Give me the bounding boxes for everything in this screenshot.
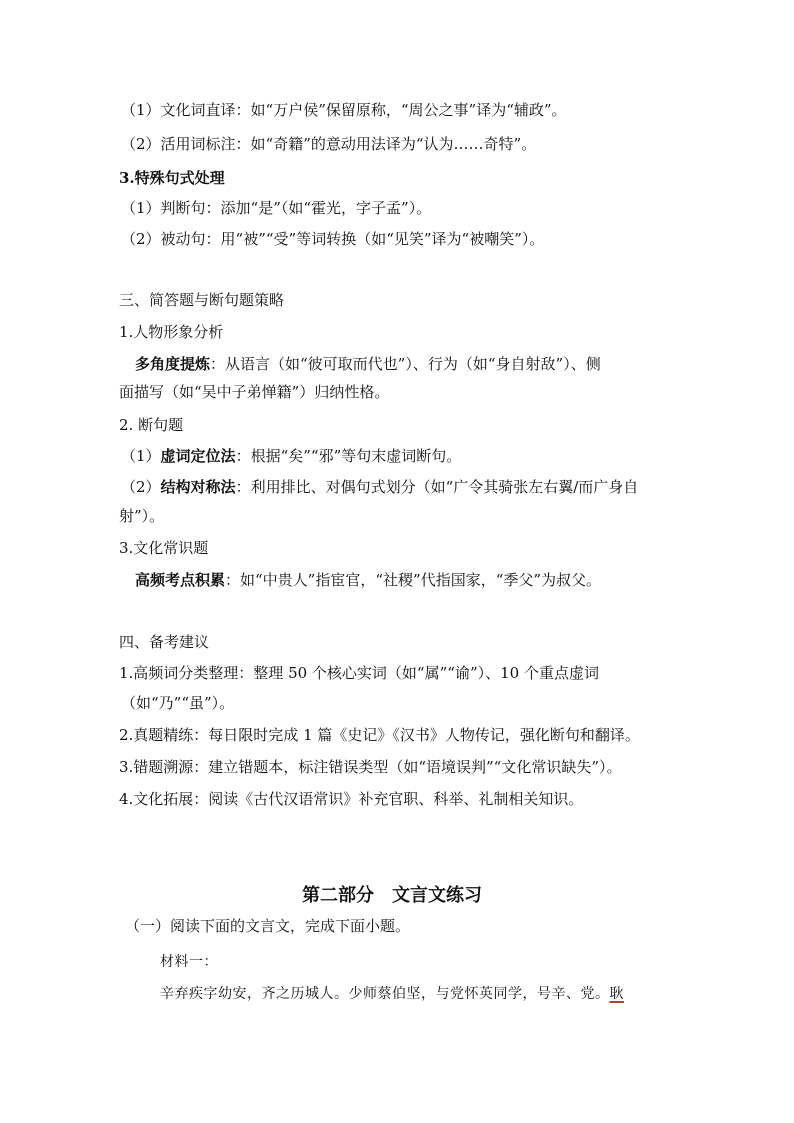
line-judgment-sentence: （1）判断句：添加“是”（如“霍光，字子孟”）。 xyxy=(121,199,432,217)
bold-term: 虚词定位法 xyxy=(160,447,236,465)
material-one-text xyxy=(160,984,624,1004)
heading-character-analysis: 1.人物形象分析 xyxy=(119,323,224,341)
advice-past-papers: 2.真题精练：每日限时完成 1 篇《史记》《汉书》人物传记，强化断句和翻译。 xyxy=(119,726,640,744)
underlined-char: 耿 xyxy=(609,986,624,1002)
para-function-word xyxy=(121,446,461,466)
advice-vocab: 1.高频词分类整理：整理 50 个核心实词（如“属”“谕”）、10 个重点虚词 xyxy=(119,664,599,682)
para-text: ：利用排比、对偶句式划分（如“广令其骑张左右翼/而广身自 xyxy=(235,478,639,496)
material-one-label: 材料一： xyxy=(160,954,218,970)
para-text: ：如“中贵人”指宦官，“社稷”代指国家，“季父”为叔父。 xyxy=(225,571,602,589)
para-high-frequency xyxy=(135,570,601,590)
question-one-instruction: （一）阅读下面的文言文，完成下面小题。 xyxy=(125,917,411,935)
advice-culture-extension: 4.文化拓展：阅读《古代汉语常识》补充官职、科举、礼制相关知识。 xyxy=(119,790,584,808)
para-multi-angle-cont: 面描写（如“吴中子弟惮籍”）归纳性格。 xyxy=(119,383,390,401)
para-prefix: （2） xyxy=(121,478,161,496)
heading-culture-knowledge: 3.文化常识题 xyxy=(119,539,209,557)
advice-vocab-cont: （如“乃”“虽”）。 xyxy=(121,694,235,712)
para-multi-angle xyxy=(135,354,601,374)
line-culture-word: （1）文化词直译：如“万户侯”保留原称，“周公之事”译为“辅政”。 xyxy=(121,101,567,119)
passage-text: 辛弃疾字幼安，齐之历城人。少师蔡伯坚，与党怀英同学，号辛、党。 xyxy=(160,986,610,1002)
para-structure-symmetry xyxy=(121,477,638,497)
bold-term: 高频考点积累 xyxy=(135,571,226,589)
para-text: ：根据“矣”“邪”等句末虚词断句。 xyxy=(235,447,462,465)
line-flexible-word: （2）活用词标注：如“奇籍”的意动用法译为“认为……奇特”。 xyxy=(121,135,537,153)
bold-term: 结构对称法 xyxy=(160,478,236,496)
section-title-three: 三、简答题与断句题策略 xyxy=(119,291,285,309)
line-passive-sentence: （2）被动句：用“被”“受”等词转换（如“见笑”译为“被嘲笑”）。 xyxy=(121,230,545,248)
para-text: ：从语言（如“彼可取而代也”）、行为（如“身自射敌”）、侧 xyxy=(210,355,601,373)
para-prefix: （1） xyxy=(121,447,161,465)
part-two-title: 第二部分 文言文练习 xyxy=(302,885,482,906)
heading-punctuation: 2. 断句题 xyxy=(119,416,184,434)
bold-term: 多角度提炼 xyxy=(135,355,211,373)
heading-special-sentence: 3.特殊句式处理 xyxy=(119,169,225,187)
para-structure-symmetry-cont: 射”）。 xyxy=(119,507,165,525)
advice-error-review: 3.错题溯源：建立错题本，标注错误类型（如“语境误判”“文化常识缺失”）。 xyxy=(119,758,622,776)
section-title-four: 四、备考建议 xyxy=(119,633,210,651)
